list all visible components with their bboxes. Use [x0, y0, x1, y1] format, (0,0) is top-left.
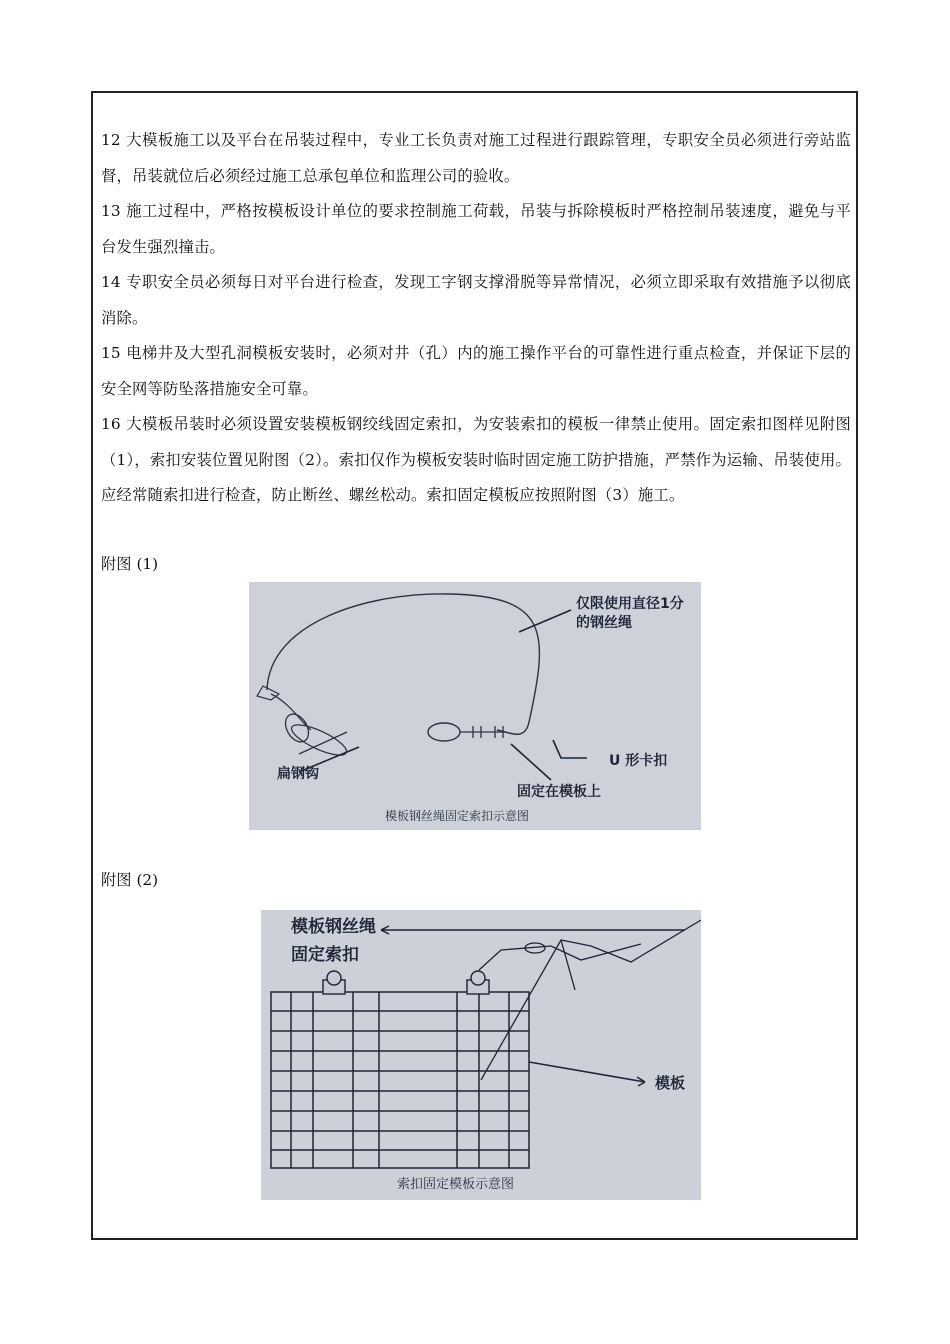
paragraph-14: 14 专职安全员必须每日对平台进行检查，发现工字钢支撑滑脱等异常情况，必须立即采取有效措施予以彻底消除。 [101, 273, 851, 327]
paragraph-16: 16 大模板吊装时必须设置安装模板钢绞线固定索扣，为安装索扣的模板一律禁止使用。固定索扣图样见附图（1），索扣安装位置见附图（2）。索扣仅作为模板安装时临时固定施工防护措施，严禁作为运输、吊装使用。应经常随索扣进行检查，防止断丝、螺丝松动。索扣固定模板应按照附图（3）施工。 [101, 415, 851, 504]
fixed-label: 固定在模板上 [517, 784, 601, 800]
figure-2-caption: 索扣固定模板示意图 [397, 1177, 515, 1192]
formwork-label: 模板 [655, 1074, 686, 1092]
paragraph-13: 13 施工过程中，严格按模板设计单位的要求控制施工荷载，吊装与拆除模板时严格控制吊装速度，避免与平台发生强烈撞击。 [101, 202, 851, 256]
paragraph-15: 15 电梯井及大型孔洞模板安装时，必须对井（孔）内的施工操作平台的可靠性进行重点检查，并保证下层的安全网等防坠落措施安全可靠。 [101, 344, 851, 398]
figure-2-title-line2: 固定索扣 [291, 945, 359, 965]
note-line2: 的钢丝绳 [576, 615, 632, 631]
figure-2-image [261, 910, 701, 1200]
hook-label: 扁钢钩 [277, 766, 319, 782]
figure-2-label: 附图 (2) [101, 871, 159, 889]
figure-1-image [249, 582, 701, 830]
note-line1: 仅限使用直径1分 [576, 596, 684, 612]
figure-1-label: 附图 (1) [101, 555, 159, 573]
figure-1-caption: 模板钢丝绳固定索扣示意图 [385, 809, 530, 823]
paragraph-12: 12 大模板施工以及平台在吊装过程中，专业工长负责对施工过程进行跟踪管理，专职安全员必须进行旁站监督，吊装就位后必须经过施工总承包单位和监理公司的验收。 [101, 131, 851, 185]
u-clip-label: U 形卡扣 [609, 753, 668, 769]
figure-2-title-line1: 模板钢丝绳 [291, 917, 376, 937]
